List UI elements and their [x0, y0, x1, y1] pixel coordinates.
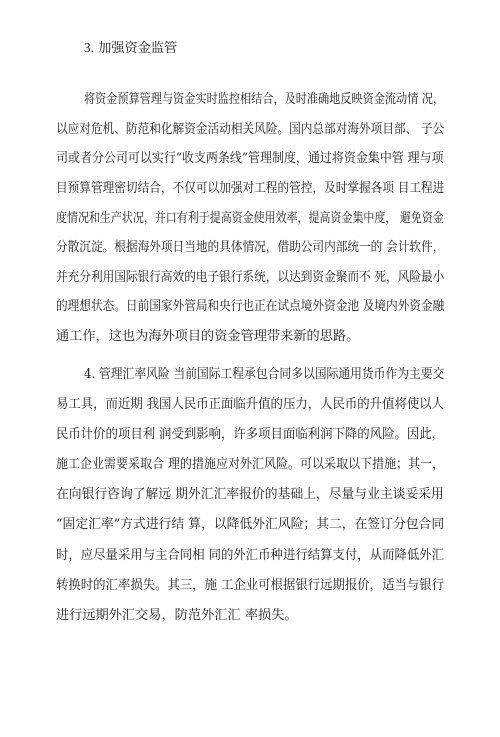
body-line: 并充分利用国际银行高效的电子银行系统，以达到资金聚而不 死，风险最小 [56, 270, 445, 285]
body-line: 在向银行咨询了解远 期外汇汇率报价的基础上，尽量与业主谈妥采用 [56, 487, 444, 502]
section-3-heading [84, 40, 177, 57]
section-3-title: 加强资金监管 [98, 41, 178, 56]
body-line: 分散沉淀。根据海外项日当地的具体情况，借助公司内部统一的 会计软件， [56, 240, 445, 255]
body-line: 易工具，而近期 我国人民币正面临升值的压力，人民币的升值将使以人 [56, 397, 445, 412]
body-line: 民币计价的项目利 润受到影响，许多项目面临利润下降的风险。因此， [56, 427, 445, 442]
body-line: 施工企业需要采取合 理的措施应对外汇风险。可以采取以下措施；其一， [56, 457, 445, 472]
body-line: 将资金预算管理与资金实时监控相结合，及时准确地反映资金流动情 况， [84, 92, 445, 107]
body-line: 4. 管理汇率风险 当前国际工程承包合同多以国际通用货币作为主要交 [84, 367, 445, 382]
body-line: 进行远期外汇交易，防范外汇汇 率损失。 [56, 608, 298, 623]
body-line: 时，应尽量采用与主合同相 同的外汇币种进行结算支付，从而降低外汇 [56, 548, 445, 563]
body-line: “固定汇率”方式进行结 算，以降低外汇风险；其二，在签订分包合同 [56, 517, 445, 532]
body-line: 度情况和生产状况，并口有利于提高资金使用效率，提高资金集中度， 避免资金 [56, 211, 444, 226]
body-line: 司或者分公司可以实行“收支两条线”管理制度，通过将资金集中管 理与项 [56, 151, 444, 166]
body-line: 目预算管理密切结合，不仅可以加强对工程的管控，及时掌握各项 目工程进 [56, 181, 445, 196]
body-line: 通工作，这也为海外项目的资金管理带来新的思路。 [56, 329, 360, 344]
body-line: 转换时的汇率损失。其三，施 工企业可根据银行远期报价，适当与银行 [56, 578, 445, 593]
section-3-number: 3. [84, 40, 94, 55]
body-line: 以应对危机、防范和化解资金活动相关风险。国内总部对海外项目部、 子公 [56, 122, 445, 137]
body-line: 的理想状态。日前国家外管局和央行也正在试点境外资金池 及境内外资金融 [56, 299, 445, 314]
